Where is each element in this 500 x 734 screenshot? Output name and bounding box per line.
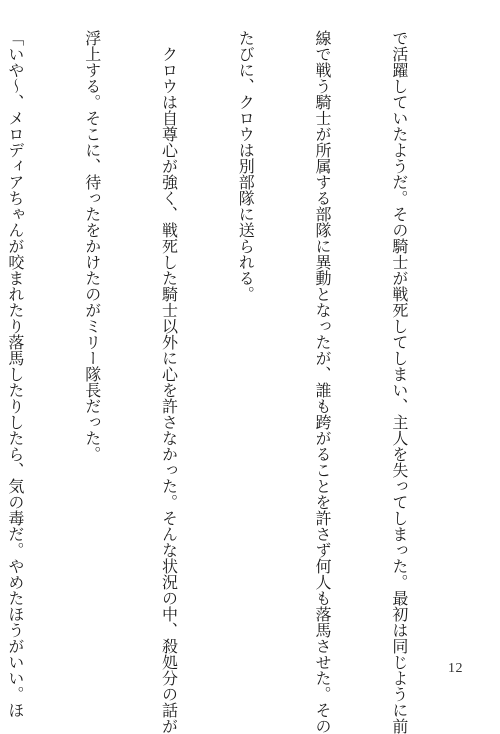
text-line: たびに、クロウは別部隊に送られる。: [236, 30, 256, 302]
page-number: 12: [448, 661, 463, 676]
text-line: クロウは自尊心が強く、戦死した騎士以外に心を許さなかった。そんな状況の中、殺処分の話が: [159, 30, 179, 734]
text-line: 「いや～、メロディアちゃんが咬まれたり落馬したりしたら、気の毒だ。やめたほうがいい。ほ: [5, 30, 25, 718]
text-line: 浮上する。そこに、待ったをかけたのがミリー隊長だった。: [82, 30, 102, 462]
text-line: で活躍していたようだ。その騎士が戦死してしまい、主人を失ってしまった。最初は同じように前: [389, 30, 409, 734]
text-line: 線で戦う騎士が所属する部隊に異動となったが、誰も跨がることを許さず何人も落馬させた。その: [313, 30, 333, 734]
